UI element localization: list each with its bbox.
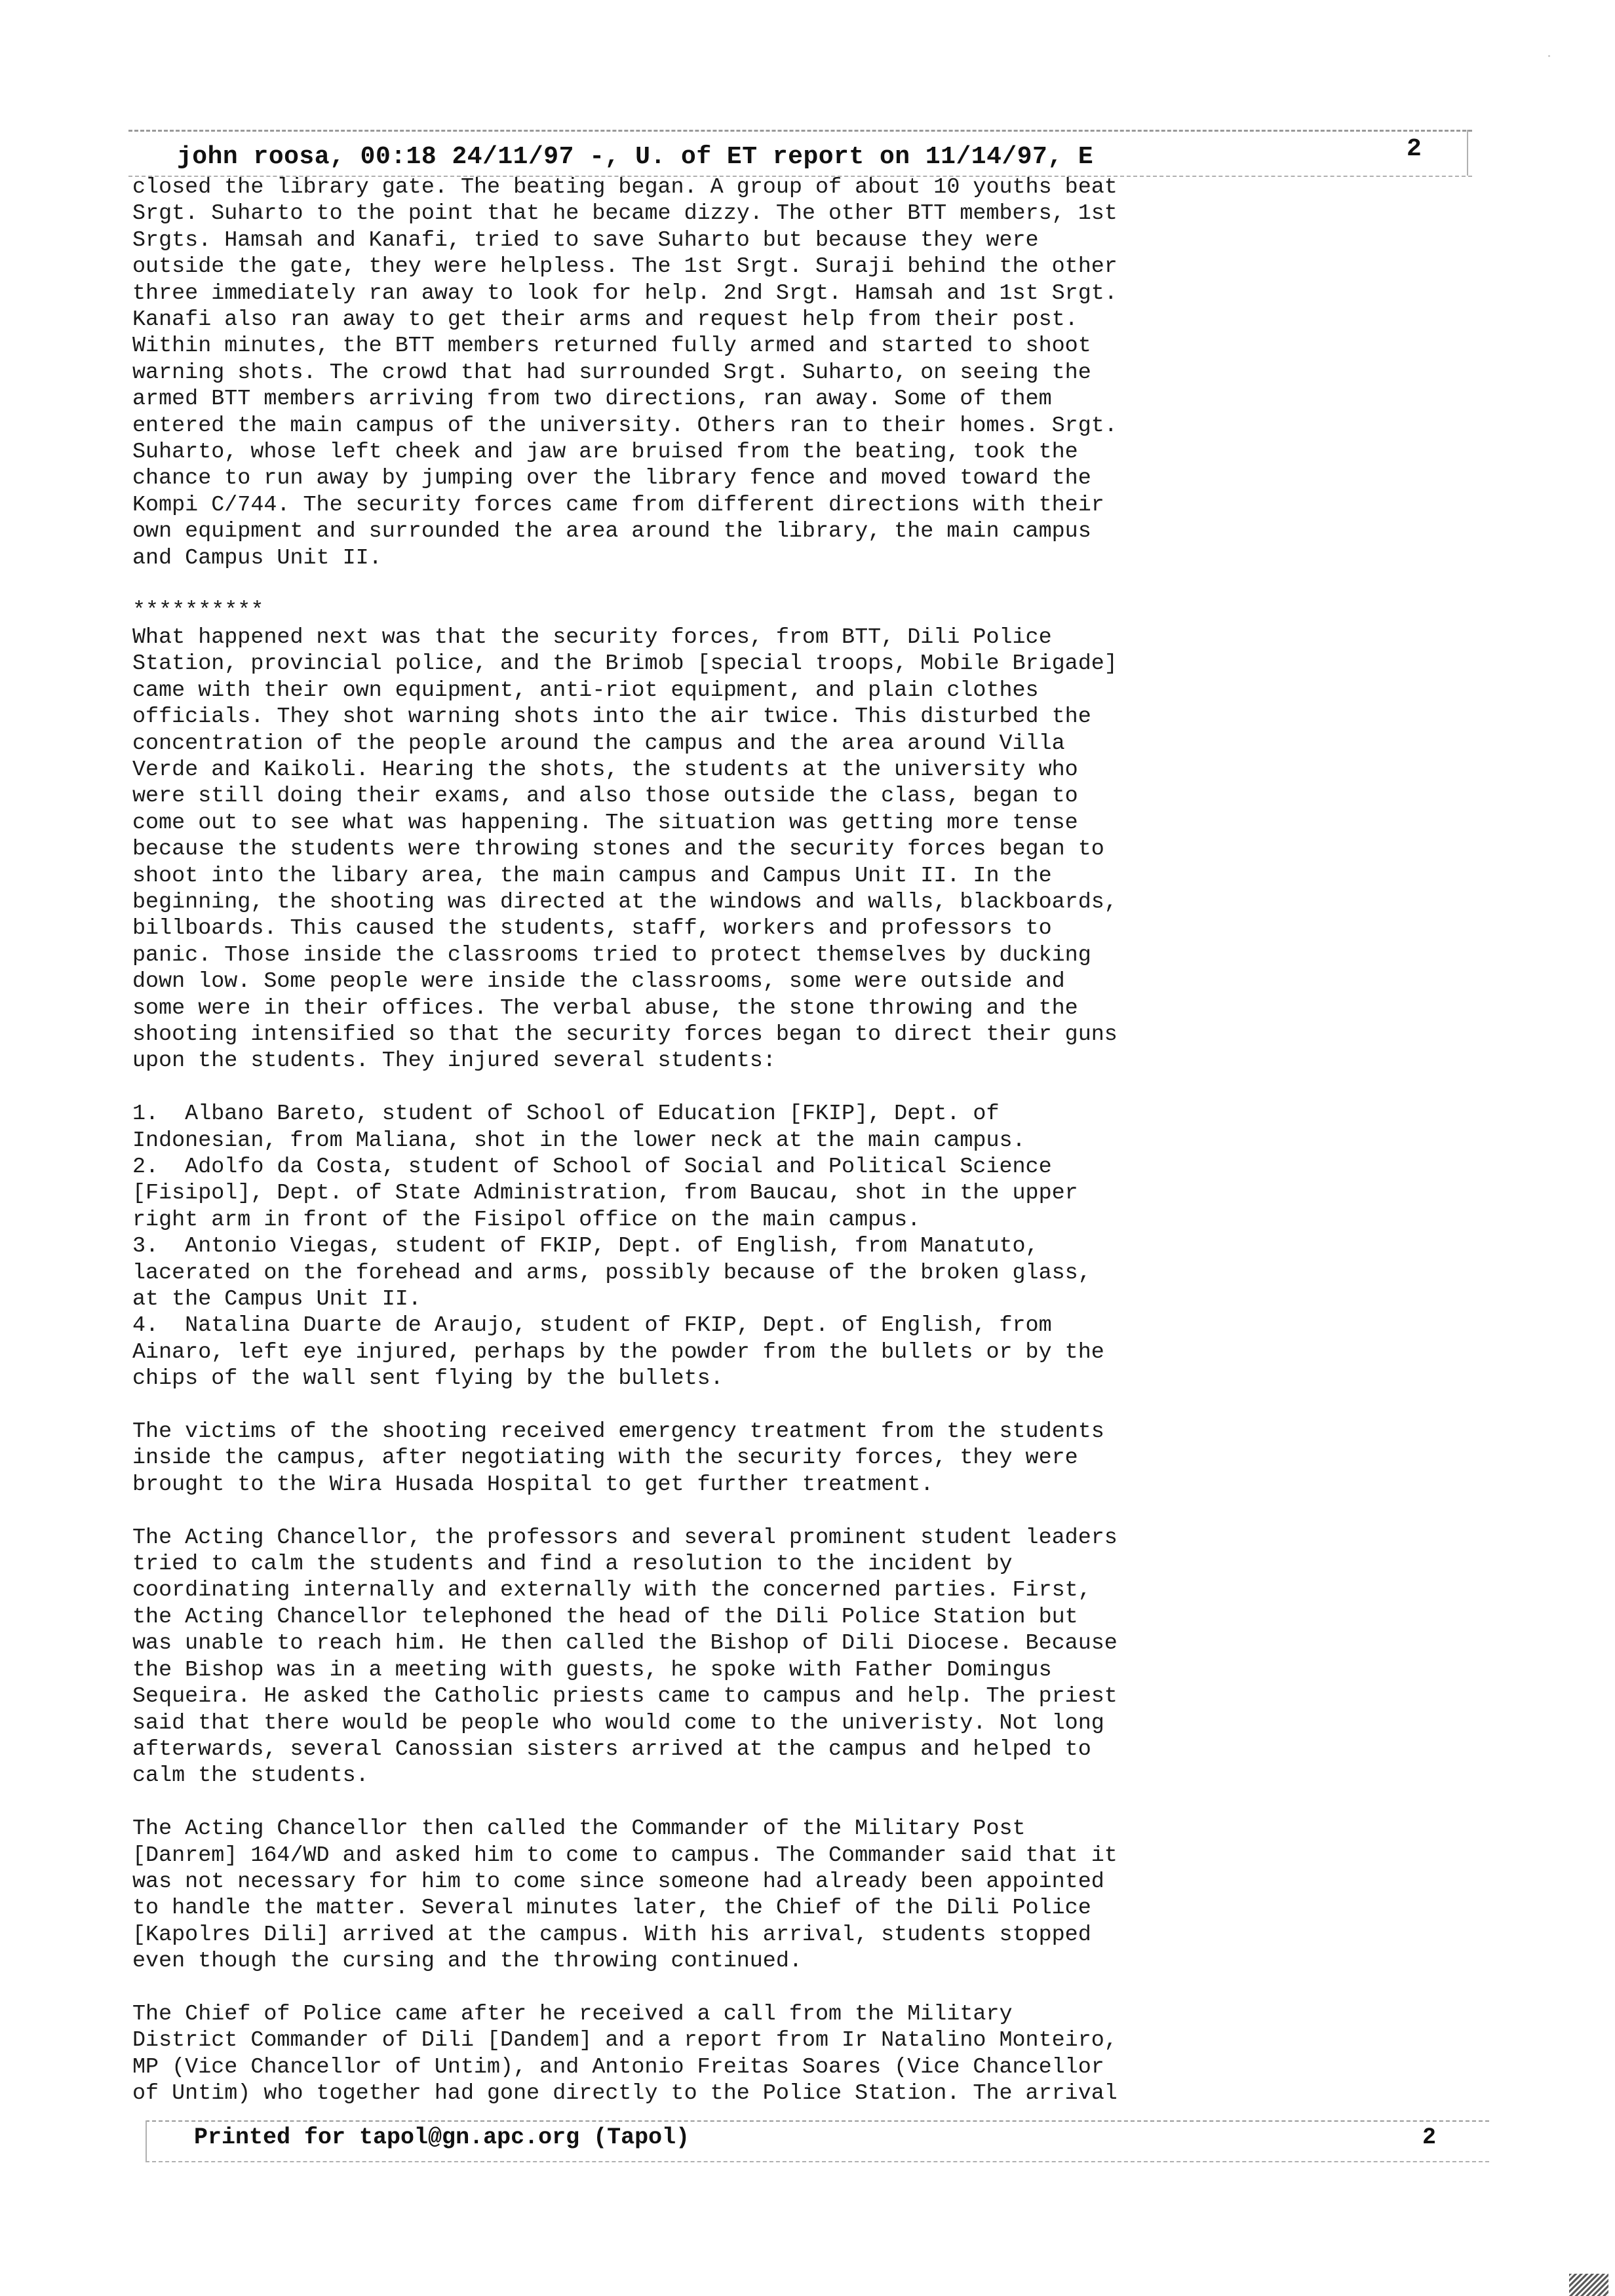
paragraph-gap xyxy=(132,1789,1417,1816)
header-rule-right xyxy=(1467,130,1468,176)
paragraph-chief-of-police: The Chief of Police came after he received a call from the Military District Commander of Dili [Dandem] and a report from Ir Natalino Monteiro, MP (Vice Chancellor of Untim), and Antonio Freitas Soares (Vice Chancellor of Untim) who together had gone directly to the Police Station. The arrival xyxy=(132,2001,1118,2107)
footer-rule-top xyxy=(146,2120,1489,2122)
body-text xyxy=(132,174,1417,2107)
footer-printed-for: Printed for tapol@gn.apc.org (Tapol) xyxy=(194,2124,690,2151)
header-title: john roosa, 00:18 24/11/97 -, U. of ET report on 11/14/97, E xyxy=(177,143,1094,171)
paragraph-emergency-treatment: The victims of the shooting received emergency treatment from the students inside the campus, after negotiating with the security forces, they were brought to the Wira Husada Hospital to get further treatment. xyxy=(132,1419,1104,1497)
paragraph-gap xyxy=(132,1975,1417,2001)
paragraph-military-commander: The Acting Chancellor then called the Commander of the Military Post [Danrem] 164/WD and asked him to come to campus. The Commander said that it was not necessary for him to come since someone had already been appointed to handle the matter. Several minutes later, the Chief of the Dili Police [Kapolres Dili] arrived at the campus. With his arrival, students stopped even though the cursing and the throwing continued. xyxy=(132,1816,1118,1974)
paragraph-gap xyxy=(132,1392,1417,1419)
paragraph-security-forces: ********** What happened next was that the security forces, from BTT, Dili Police Station, provincial police, and the Brimob [special troops, Mobile Brigade] came with their own equipment, anti-riot equipment, and plain clothes officials. They shot warning shots into the air twice. This disturbed the concentration of the people around the campus and the area around Villa Verde and Kaikoli. Hearing the shots, the students at the university who were still doing their exams, and also those outside the class, began to come out to see what was happening. The situation was getting more tense because the students were throwing stones and the security forces began to shoot into the libary area, the main campus and Campus Unit II. In the beginning, the shooting was directed at the windows and walls, blackboards, billboards. This caused the students, staff, workers and professors to panic. Those inside the classrooms tried to protect themselves by ducking down low. Some people were inside the classrooms, some were outside and some were in their offices. The verbal abuse, the stone throwing and the shooting intensified so that the security forces began to direct their guns upon the students. They injured several students: xyxy=(132,598,1118,1074)
footer-page-number: 2 xyxy=(1422,2124,1437,2151)
header-rule-top xyxy=(128,130,1472,132)
injured-students-list: 1. Albano Bareto, student of School of Education [FKIP], Dept. of Indonesian, from Maliana, shot in the lower neck at the main campus. 2. Adolfo da Costa, student of School of Social and Political Science [Fisipol], Dept. of State Administration, from Baucau, shot in the upper right arm in front of the Fisipol office on the main campus. 3. Antonio Viegas, student of FKIP, Dept. of English, from Manatuto, lacerated on the forehead and arms, possibly because of the broken glass, at the Campus Unit II. 4. Natalina Duarte de Araujo, student of FKIP, Dept. of English, from Ainaro, left eye injured, perhaps by the powder from the bullets or by the chips of the wall sent flying by the bullets. xyxy=(132,1101,1104,1392)
footer-rule-left xyxy=(146,2120,147,2161)
paragraph-gap xyxy=(132,571,1417,598)
paragraph-gap xyxy=(132,1498,1417,1524)
scan-artifact-corner xyxy=(1569,2274,1608,2296)
paragraph-library-gate: closed the library gate. The beating began. A group of about 10 youths beat Srgt. Suharto to the point that he became dizzy. The other BTT members, 1st Srgts. Hamsah and Kanafi, tried to save Suharto but because they were outside the gate, they were helpless. The 1st Srgt. Suraji behind the other three immediately ran away to look for help. 2nd Srgt. Hamsah and 1st Srgt. Kanafi also ran away to get their arms and request help from their post. Within minutes, the BTT members returned fully armed and started to shoot warning shots. The crowd that had surrounded Srgt. Suharto, on seeing the armed BTT members arriving from two directions, ran away. Some of them entered the main campus of the university. Others ran to their homes. Srgt. Suharto, whose left cheek and jaw are bruised from the beating, took the chance to run away by jumping over the library fence and moved toward the Kompi C/744. The security forces came from different directions with their own equipment and surrounded the area around the library, the main campus and Campus Unit II. xyxy=(132,175,1118,571)
paragraph-acting-chancellor: The Acting Chancellor, the professors and several prominent student leaders tried to calm the students and find a resolution to the incident by coordinating internally and externally with the concerned parties. First, the Acting Chancellor telephoned the head of the Dili Police Station but was unable to reach him. He then called the Bishop of Dili Diocese. Because the Bishop was in a meeting with guests, he spoke with Father Domingus Sequeira. He asked the Catholic priests came to campus and help. The priest said that there would be people who would come to the univeristy. Not long afterwards, several Canossian sisters arrived at the campus and helped to calm the students. xyxy=(132,1525,1118,1789)
paragraph-gap xyxy=(132,1075,1417,1101)
header-page-number: 2 xyxy=(1407,135,1422,163)
footer-rule-bottom xyxy=(146,2161,1489,2162)
scan-speck xyxy=(1548,55,1550,57)
